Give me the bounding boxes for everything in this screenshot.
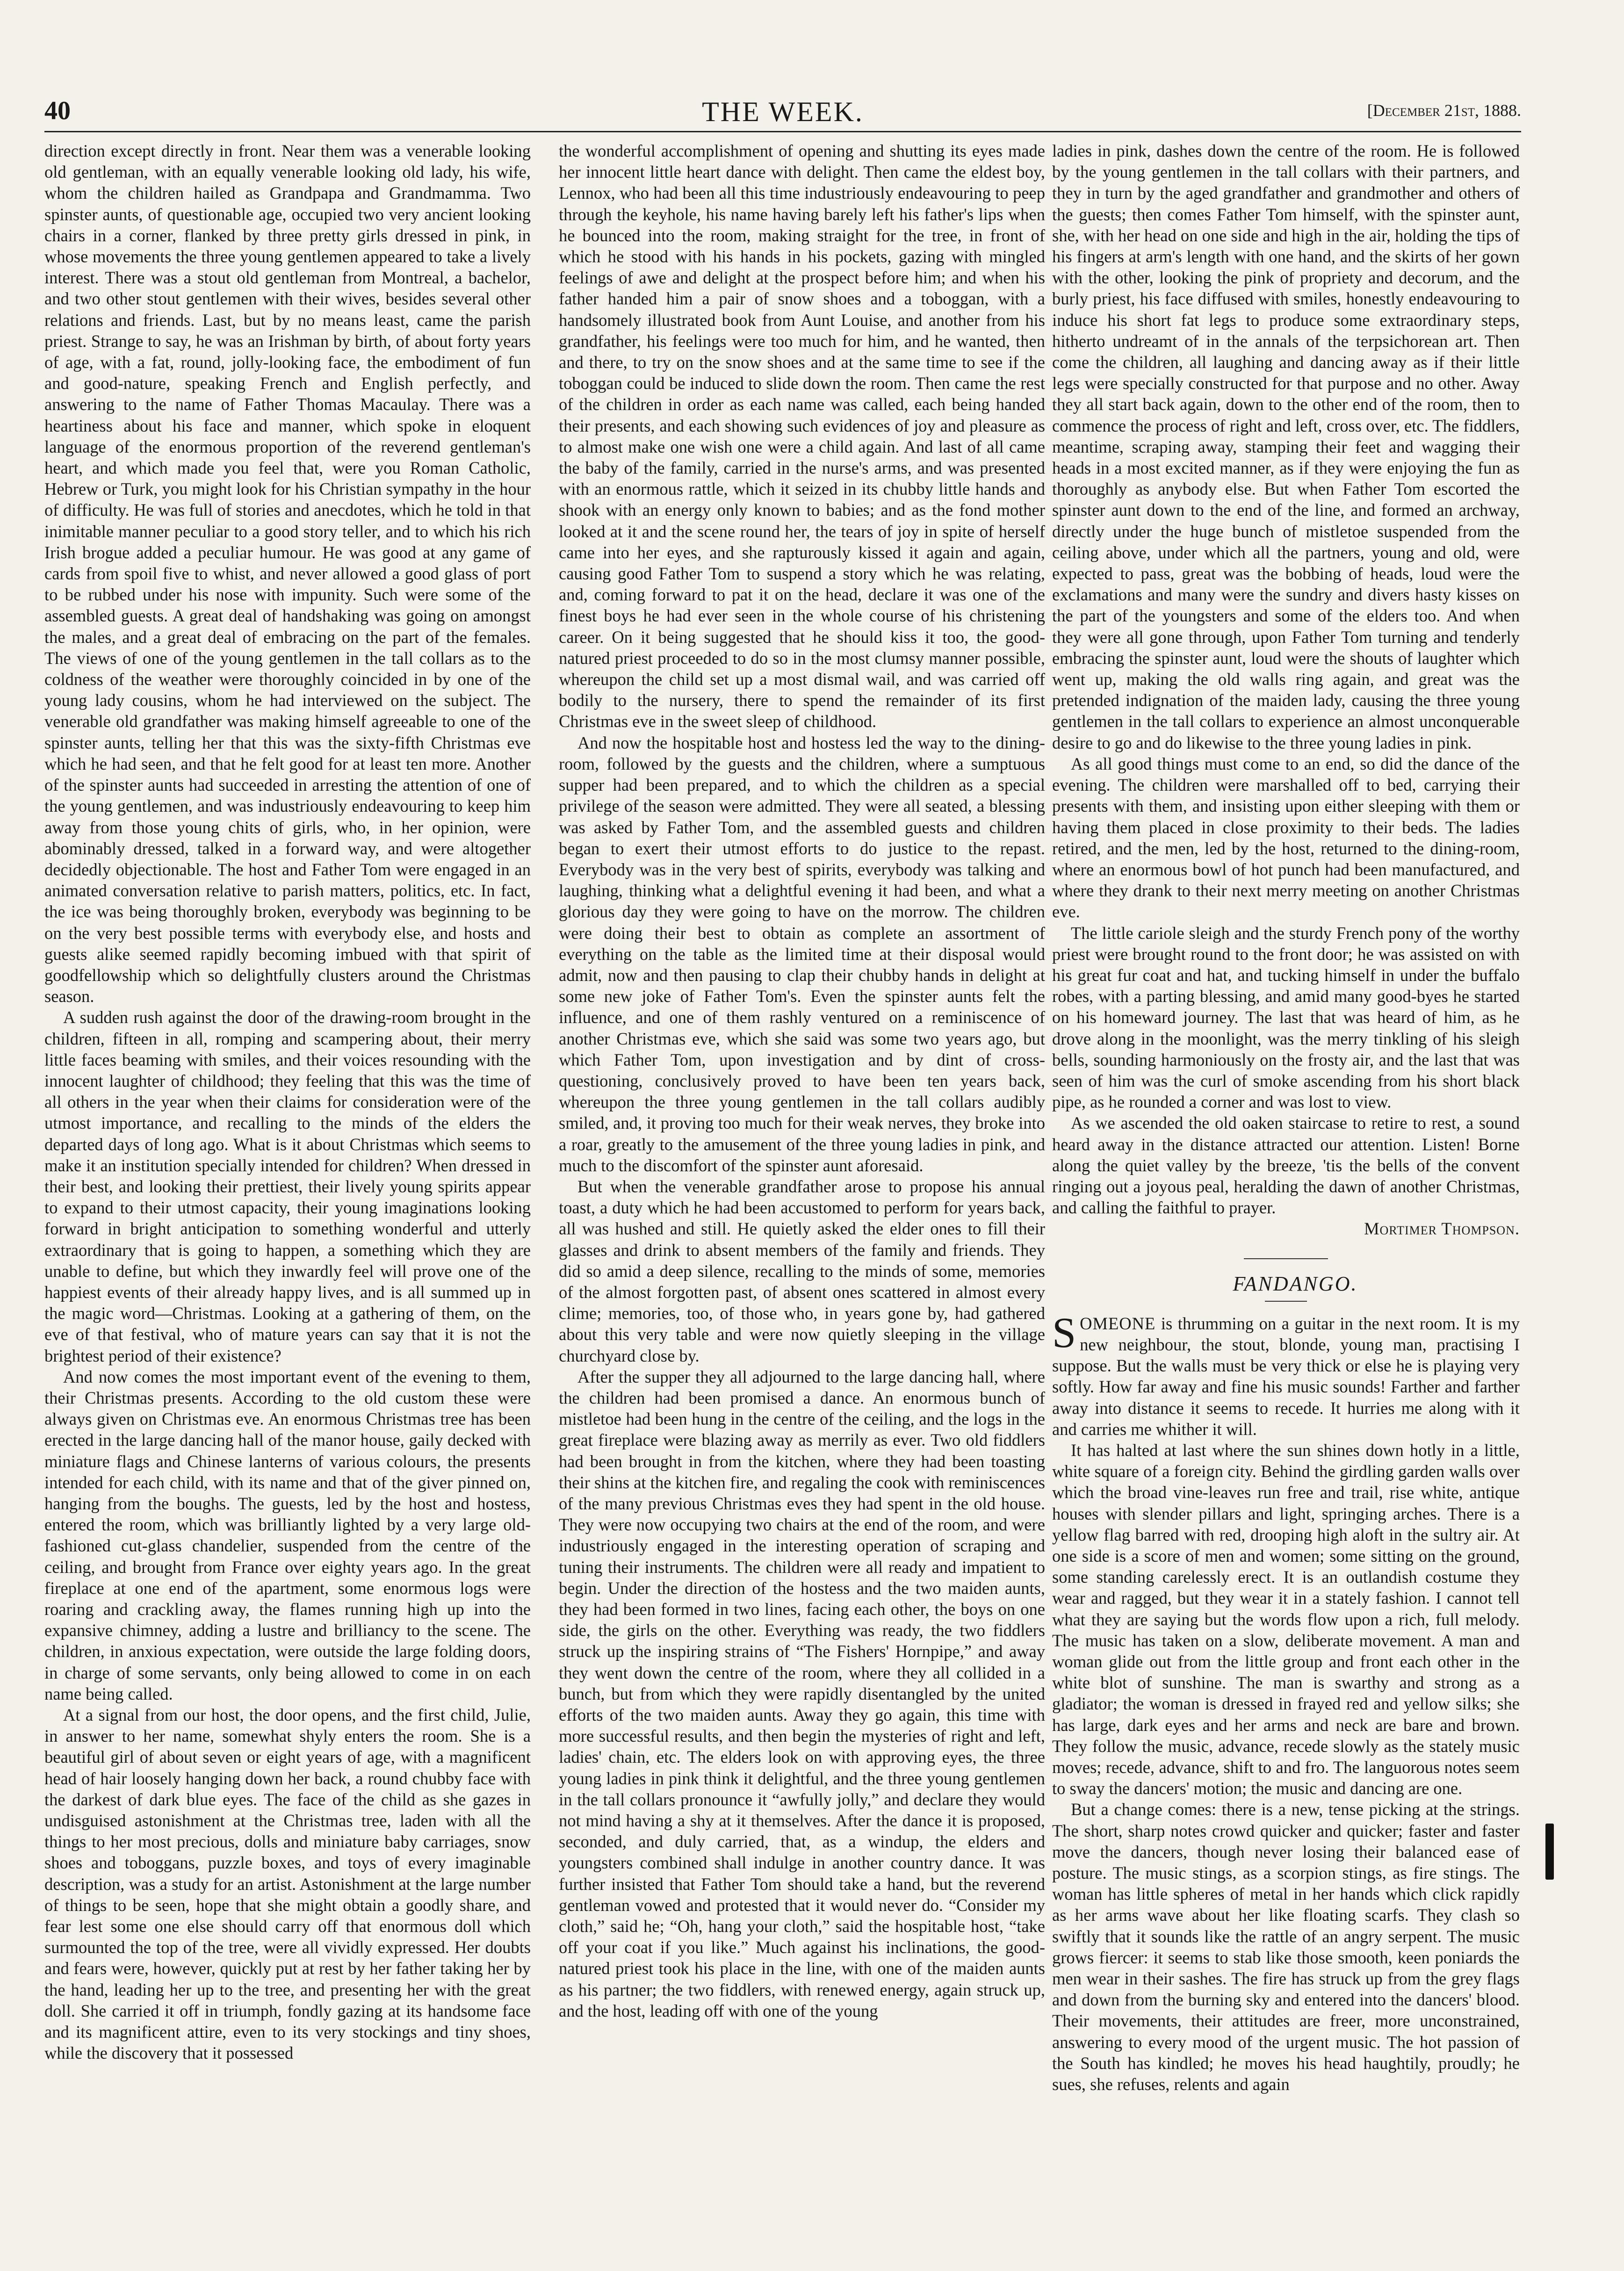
page-header (44, 96, 1521, 133)
article-paragraph: And now comes the most important event of the evening to them, their Christmas presents. According to the old custom these were always given on Christmas eve. An enormous Christmas tree has been erected in the large dancing hall of the manor house, gaily decked with miniature flags and Chinese lanterns of various colours, the presents intended for each child, with its name and that of the giver pinned on, hanging from the boughs. The guests, led by the host and hostess, entered the room, which was brilliantly lighted by a very large old-fashioned cut-glass chandelier, suspended from the centre of the ceiling, and brought from France over eighty years ago. In the great fireplace at one end of the apartment, some enormous logs were roaring and crackling away, the flames running high up into the expansive chimney, adding a lustre and brilliancy to the scene. The children, in anxious expectation, were outside the large folding doors, in charge of some servants, only being allowed to come in on each name being called. (44, 1367, 531, 1703)
lead-word: OMEONE (1080, 1313, 1156, 1333)
section-divider (1244, 1258, 1328, 1259)
article-paragraph: A sudden rush against the door of the drawing-room brought in the children, fifteen in all, romping and scampering about, their merry little faces beaming with smiles, and their voices resounding with the innocent laughter of childhood; they feeling that this was the time of all others in the year when their claims for consideration were of the utmost importance, and recalling to the minds of the elders the departed days of long ago. What is it about Christmas which seems to make it an institution specially intended for children? When dressed in their best, and looking their prettiest, their lively young spirits appear to expand to their utmost capacity, their young imaginations looking forward in bright anticipation to something wonderful and utterly extraordinary that is going to happen, a something which they are unable to define, but which they inwardly feel will prove one of the happiest events of their already happy lives, and is all summed up in the magic word—Christmas. Looking at a gathering of them, on the eve of that festival, who of mature years can say that it is not the brightest period of their existence? (44, 1008, 531, 1365)
column-3 (1052, 140, 1520, 2095)
issue-date: [December 21st, 1888. (1367, 101, 1521, 120)
header-rule (44, 131, 1521, 132)
title-underline (1265, 1301, 1307, 1302)
article-paragraph: At a signal from our host, the door opens, and the first child, Julie, in answer to her name, somewhat shyly enters the room. She is a beautiful girl of about seven or eight years of age, with a magnificent head of hair loosely hanging down her back, a round chubby face with the darkest of dark blue eyes. The face of the child as she gazes in undisguised astonishment at the Christmas tree, laden with all the things to her most precious, dolls and miniature baby carriages, snow shoes and toboggans, puzzle boxes, and toys of every imaginable description, was a study for an artist. Astonishment at the large number of things to be seen, hope that she might obtain a goodly share, and fear lest some one else should carry off that enormous doll which surmounted the top of the tree, were all vividly expressed. Her doubts and fears were, however, quickly put at rest by her father taking her by the hand, leading her up to the tree, and presenting her with the great doll. She carried it off in triumph, fondly gazing at its handsome face and its magnificent attire, even to its very stockings and tiny shoes, while the discovery that it possessed (44, 1705, 531, 2063)
article-paragraph: The little cariole sleigh and the sturdy French pony of the worthy priest were brought round to the front door; he was assisted on with his great fur coat and hat, and tucking himself in under the buffalo robes, with a parting blessing, and amid many good-byes he started on his homeward journey. The last that was heard of him, as he drove along in the moonlight, was the merry tinkling of his sleigh bells, sounding harmoniously on the frosty air, and the last that was seen of him was the curl of smoke ascending from his short black pipe, as he rounded a corner and was lost to view. (1052, 923, 1520, 1112)
column-2 (559, 140, 1045, 2021)
article-paragraph: After the supper they all adjourned to the large dancing hall, where the children had been promised a dance. An enormous bunch of mistletoe had been hung in the centre of the ceiling, and the logs in the great fireplace were blazing away as merrily as ever. Two old fiddlers had been brought in from the kitchen, where they had been toasting their shins at the kitchen fire, and regaling the cook with reminiscences of the many previous Christmas eves they had spent in the old house. They were now occupying two chairs at the end of the room, and were industriously engaged in the interesting operation of scraping and tuning their instruments. The children were all ready and impatient to begin. Under the direction of the hostess and the two maiden aunts, they had been formed in two lines, facing each other, the boys on one side, the girls on the other. Everything was ready, the two fiddlers struck up the inspiring strains of “The Fishers' Hornpipe,” and away they went down the centre of the room, where they all collided in a bunch, but from which they were rapidly disentangled by the united efforts of the two maiden aunts. Away they go again, this time with more successful results, and then begin the mysteries of right and left, ladies' chain, etc. The elders look on with approving eyes, the three young ladies in pink think it delightful, and the three young gentlemen in the tall collars pronounce it “awfully jolly,” and declare they would not mind having a shy at it themselves. After the dance it is proposed, seconded, and duly carried, that, as a windup, the elders and youngsters combined shall indulge in another country dance. It was further insisted that Father Tom should take a hand, but the reverend gentleman vowed and protested that it would never do. “Consider my cloth,” said he; “Oh, hang your cloth,” said the hospitable host, “take off your coat if you like.” Much against his inclinations, the good-natured priest took his place in the line, with one of the maiden aunts as his partner; the two fiddlers, with renewed energy, again struck up, and the host, leading off with one of the young (559, 1367, 1045, 2020)
article-paragraph: As we ascended the old oaken staircase to retire to rest, a sound heard away in the distance attracted our attention. Listen! Borne along the quiet valley by the breeze, 'tis the bells of the convent ringing out a joyous peal, heralding the dawn of another Christmas, and calling the faithful to prayer. (1052, 1113, 1520, 1218)
author-signature: Mortimer Thompson. (1364, 1219, 1520, 1239)
article-paragraph: the wonderful accomplishment of opening and shutting its eyes made her innocent little heart dance with delight. Then came the eldest boy, Lennox, who had been all this time industriously endeavouring to peep through the keyhole, his name having barely left his father's lips when he bounced into the room, making straight for the tree, in front of which he stood with his hands in his pockets, gazing with mingled feelings of awe and delight at the prospect before him; and when his father handed him a pair of snow shoes and a toboggan, with a handsomely illustrated book from Aunt Louise, and another from his grandfather, his feelings were too much for him, and he wanted, then and there, to try on the snow shoes and at the same time to see if the toboggan could be induced to slide down the room. Then came the rest of the children in order as each name was called, each being handed their presents, and each showing such evidences of joy and pleasure as to almost make one wish one were a child again. And last of all came the baby of the family, carried in the nurse's arms, and was presented with an enormous rattle, which it seized in its chubby little hands and shook with an energy only known to babies; and as the fond mother looked at it and the scene round her, the tears of joy in spite of herself came into her eyes, and she rapturously kissed it again and again, causing good Father Tom to suspend a story which he was relating, and, coming forward to pat it on the head, declare it was one of the finest boys he had ever seen in the whole course of his christening career. On it being suggested that he should kiss it too, the good-natured priest proceeded to do so in the most clumsy manner possible, whereupon the child set up a most dismal wail, and was carried off bodily to the nursery, there to spend the remainder of its first Christmas eve in the sweet sleep of childhood. (559, 141, 1045, 731)
article-paragraph: direction except directly in front. Near them was a venerable looking old gentleman, with an equally venerable looking old lady, his wife, whom the children hailed as Grandpapa and Grandmamma. Two spinster aunts, of questionable age, occupied two very ancient looking chairs in a corner, flanked by three pretty girls dressed in pink, in whose movements the three young gentlemen appeared to take a lively interest. There was a stout old gentleman from Montreal, a bachelor, and two other stout gentlemen with their wives, besides several other relations and friends. Last, but by no means least, came the parish priest. Strange to say, he was an Irishman by birth, of about forty years of age, with a fat, round, jolly-looking face, the embodiment of fun and good-nature, speaking French and English perfectly, and answering to the name of Father Thomas Macaulay. There was a heartiness about his face and manner, which spoke in eloquent language of the enormous proportion of the reverend gentleman's heart, and which made you feel that, were you Roman Catholic, Hebrew or Turk, you might look for his Christian sympathy in the hour of difficulty. He was full of stories and anecdotes, which he told in that inimitable manner peculiar to a good story teller, and to which his rich Irish brogue added a peculiar humour. He was good at any game of cards from spoil five to whist, and never allowed a good glass of port to be rubbed under his nose with impunity. Such were some of the assembled guests. A great deal of handshaking was going on amongst the males, and a great deal of embracing on the part of the females. The views of one of the young gentlemen in the tall collars as to the coldness of the weather were thoroughly coincided in by one of the young lady cousins, whom he had interviewed on the subject. The venerable old grandfather was making himself agreeable to one of the spinster aunts, telling her that this was the sixty-fifth Christmas eve which he had seen, and that he felt good for at least ten more. Another of the spinster aunts had succeeded in arresting the attention of one of the young gentlemen, and was industriously endeavouring to keep him away from those young chits of girls, who, in her opinion, were abominably dressed, talked in a forward way, and were altogether decidedly objectionable. The host and Father Tom were engaged in an animated conversation relative to parish matters, politics, etc. In fact, the ice was being thoroughly broken, everybody was beginning to be on the very best possible terms with everybody else, and hosts and guests alike seemed rapidly becoming imbued with that spirit of goodfellowship which so delightfully clusters around the Christmas season. (44, 141, 531, 1006)
story-paragraph: But a change comes: there is a new, tense picking at the strings. The short, sharp notes crowd quicker and quicker; faster and faster move the dancers, though never losing their balanced ease of posture. The music stings, as a scorpion stings, as fire stings. The woman has little spheres of metal in her hands which click rapidly as her arms wave about her like floating scarfs. They clash so swiftly that it sounds like the rattle of an angry serpent. The music grows fiercer: it seems to stab like those smooth, keen poniards the men wear in their sashes. The fire has struck up from the grey flags and down from the burning sky and entered into the dancers' blood. Their movements, their attitudes are freer, more unconstrained, answering to every mood of the urgent music. The hot passion of the South has kindled; he moves his head haughtily, proudly; he sues, she refuses, relents and again (1052, 1800, 1520, 2094)
journal-title: THE WEEK. (702, 96, 864, 127)
article-paragraph: And now the hospitable host and hostess led the way to the dining-room, followed by the guests and the children, where a sumptuous supper had been prepared, and to which the children as a special privilege of the season were admitted. They were all seated, a blessing was asked by Father Tom, and the assembled guests and children began to exert their utmost efforts to do justice to the repast. Everybody was in the very best of spirits, everybody was talking and laughing, thinking what a delightful evening it had been, and what a glorious day they were going to have on the morrow. The children were doing their best to obtain as complete an assortment of everything on the table as the limited time at their disposal would admit, now and then pausing to clap their chubby hands in delight at some new joke of Father Tom's. Even the spinster aunts felt the influence, and one of them rashly ventured on a reminiscence of another Christmas eve, which she said was some two years ago, but which Father Tom, upon investigation and by dint of cross-questioning, conclusively proved to have been ten years back, whereupon the three young gentlemen in the tall collars audibly smiled, and, it proving too much for their weak nerves, they broke into a roar, greatly to the amusement of the three young ladies in pink, and much to the discomfort of the spinster aunt aforesaid. (559, 733, 1045, 1175)
story-paragraph: It has halted at last where the sun shines down hotly in a little, white square of a foreign city. Behind the girdling garden walls over which the broad vine-leaves run free and trail, rise white, antique houses with slender pillars and light, springing arches. There is a yellow flag barred with red, drooping high aloft in the sultry air. At one side is a score of men and women; some sitting on the ground, some standing carelessly erect. It is an outlandish costume they wear and ragged, but they wear it in a stately fashion. I cannot tell what they are saying but the words flow upon a rich, full melody. The music has taken on a slow, deliberate movement. A man and woman glide out from the little group and front each other in the white blot of sunshine. The man is swarthy and strong as a gladiator; the woman is dressed in frayed red and yellow silks; she has large, dark eyes and her arms and neck are bare and brown. They follow the music, advance, recede slowly as the stately music moves; recede, advance, shift to and fro. The languorous notes seem to sway the dancers' motion; the music and dancing are one. (1052, 1440, 1520, 1798)
article-paragraph: As all good things must come to an end, so did the dance of the evening. The children were marshalled off to bed, carrying their presents with them, and insisting upon either sleeping with them or having them placed in close proximity to their beds. The ladies retired, and the men, led by the host, returned to the dining-room, where an enormous bowl of hot punch had been manufactured, and where they drank to their next merry meeting on another Christmas eve. (1052, 754, 1520, 922)
article-paragraph: ladies in pink, dashes down the centre of the room. He is followed by the young gentlemen in the tall collars with their partners, and they in turn by the aged grandfather and grandmother and others of the guests; then comes Father Tom himself, with the spinster aunt, she, with her head on one side and high in the air, holding the tips of his fingers at arm's length with one hand, and the skirts of her gown with the other, looking the pink of propriety and decorum, and the burly priest, his face diffused with smiles, honestly endeavouring to induce his short fat legs to produce some extraordinary steps, hitherto undreamt of in the annals of the terpsichorean art. Then come the children, all laughing and dancing away as if their little legs were specially constructed for that purpose and no other. Away they all start back again, down to the other end of the room, then to commence the process of right and left, cross over, etc. The fiddlers, meantime, scraping away, stamping their feet and wagging their heads in a most excited manner, as if they were enjoying the fun as thoroughly as anybody else. But when Father Tom escorted the spinster aunt down to the end of the line, and formed an archway, directly under the huge bunch of mistletoe suspended from the ceiling above, under which all the partners, young and old, were expected to pass, great was the bobbing of heads, loud were the exclamations and many were the sundry and divers hasty kisses on the part of the youngsters and some of the elders too. And when they were all gone through, upon Father Tom turning and tenderly embracing the spinster aunt, loud were the shouts of laughter which went up, making the old walls ring again, and great was the pretended indignation of the maiden lady, causing the three young gentlemen in the tall collars to experience an almost unconquerable desire to go and do likewise to the three young ladies in pink. (1052, 141, 1520, 752)
page-number: 40 (44, 96, 71, 125)
drop-cap: S (1052, 1308, 1076, 1356)
story-lead-paragraph (1052, 1308, 1520, 1440)
lead-text: is thrumming on a guitar in the next room. It is my new neighbour, the stout, blonde, young man, practising I suppose. But the walls must be very thick or else he is playing very softly. How far away and fine his music sounds! Farther and farther away into distance it seems to recede. It hurries me along with it and carries me whither it will. (1052, 1313, 1520, 1439)
column-1 (44, 140, 531, 2063)
story-title: FANDANGO. (1233, 1272, 1358, 1295)
article-paragraph: But when the venerable grandfather arose to propose his annual toast, a duty which he had been accustomed to perform for years back, all was hushed and still. He quietly asked the elder ones to fill their glasses and drink to absent members of the family and friends. They did so amid a deep silence, recalling to the minds of some, memories of the almost forgotten past, of absent ones scattered in almost every clime; memories, too, of those who, in years gone by, had gathered about this very table and were now quietly sleeping in the village churchyard close by. (559, 1176, 1045, 1365)
margin-mark (1545, 1824, 1554, 1880)
